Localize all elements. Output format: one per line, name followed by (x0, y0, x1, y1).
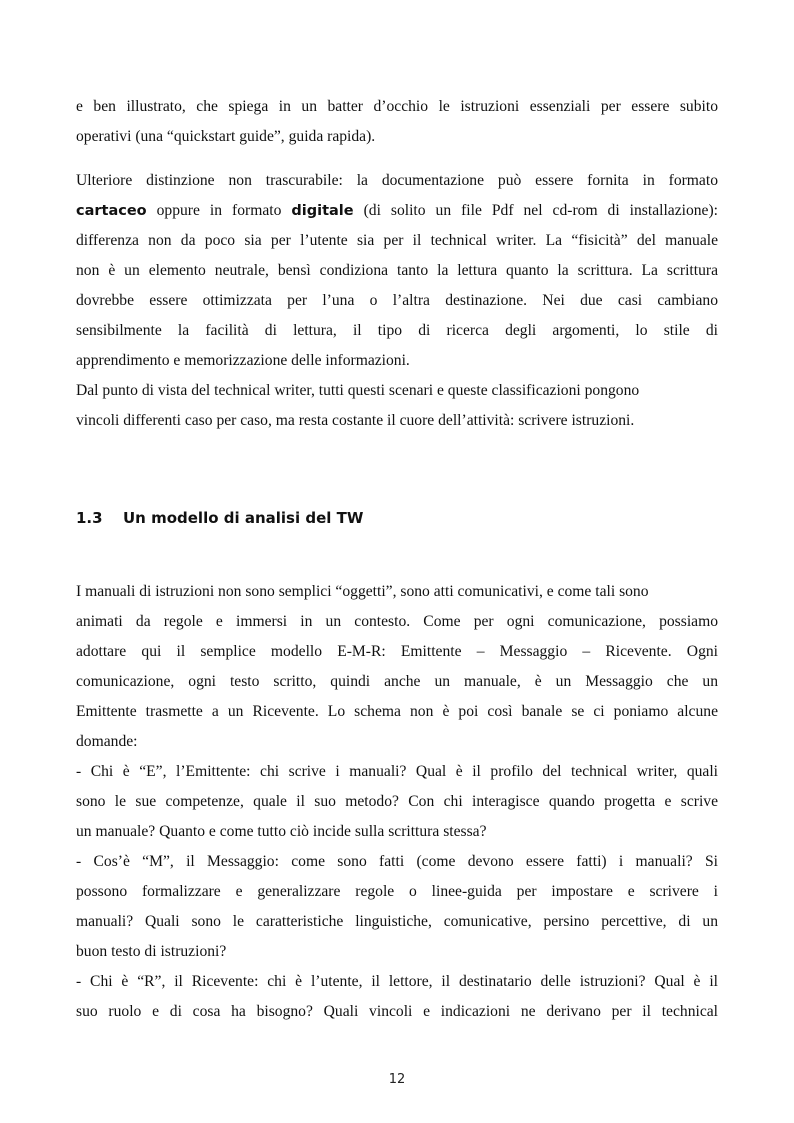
paragraph-documentation-format (76, 166, 718, 436)
text-line: e ben illustrato, che spiega in un batter d’occhio le istruzioni essenziali per essere subito (76, 98, 718, 115)
section-title: Un modello di analisi del TW (123, 509, 364, 527)
section-number: 1.3 (76, 509, 103, 527)
text-line: - Chi è “E”, l’Emittente: chi scrive i manuali? Qual è il profilo del technical writer, quali (76, 763, 718, 780)
text-line: suo ruolo e di cosa ha bisogno? Quali vincoli e indicazioni ne derivano per il technical (76, 1003, 718, 1020)
text-line-with-bold (76, 196, 718, 226)
text-line: sensibilmente la facilità di lettura, il tipo di ricerca degli argomenti, lo stile di (76, 322, 718, 339)
section-heading (76, 509, 363, 527)
text-line: Dal punto di vista del technical writer, tutti questi scenari e queste classificazioni pongono (76, 382, 640, 399)
text-line: non è un elemento neutrale, bensì condiziona tanto la lettura quanto la scrittura. La scrittura (76, 262, 718, 279)
paragraph-intro-continuation (76, 92, 718, 152)
bold-term-digitale: digitale (291, 203, 354, 219)
text-line: differenza non da poco sia per l’utente sia per il technical writer. La “fisicità” del manuale (76, 232, 718, 249)
text-line: adottare qui il semplice modello E-M-R: Emittente – Messaggio – Ricevente. Ogni (76, 643, 718, 660)
text-line: sono le sue competenze, quale il suo metodo? Con chi interagisce quando progetta e scrive (76, 793, 718, 810)
bold-term-cartaceo: cartaceo (76, 203, 147, 219)
text-line: Ulteriore distinzione non trascurabile: la documentazione può essere fornita in formato (76, 172, 718, 189)
text-line: manuali? Quali sono le caratteristiche linguistiche, comunicative, persino percettive, di un (76, 913, 718, 930)
text-line: vincoli differenti caso per caso, ma resta costante il cuore dell’attività: scrivere istruzioni. (76, 412, 635, 429)
text-line: dovrebbe essere ottimizzata per l’una o l’altra destinazione. Nei due casi cambiano (76, 292, 718, 309)
text-fragment: oppure in formato (146, 202, 292, 219)
text-line: animati da regole e immersi in un contesto. Come per ogni comunicazione, possiamo (76, 613, 718, 630)
text-line: possono formalizzare e generalizzare regole o linee-guida per impostare e scrivere i (76, 883, 718, 900)
text-line: un manuale? Quanto e come tutto ciò incide sulla scrittura stessa? (76, 823, 487, 840)
text-line: I manuali di istruzioni non sono semplici “oggetti”, sono atti comunicativi, e come tali sono (76, 583, 649, 600)
text-fragment: (di solito un file Pdf nel cd-rom di installazione): (353, 202, 718, 219)
text-line: buon testo di istruzioni? (76, 943, 227, 960)
text-line: operativi (una “quickstart guide”, guida rapida). (76, 128, 376, 145)
text-line: domande: (76, 733, 138, 750)
text-line: Emittente trasmette a un Ricevente. Lo schema non è poi così banale se ci poniamo alcune (76, 703, 718, 720)
text-line: comunicazione, ogni testo scritto, quindi anche un manuale, è un Messaggio che un (76, 673, 718, 690)
text-line: apprendimento e memorizzazione delle informazioni. (76, 352, 410, 369)
paragraph-emr-model (76, 577, 718, 1027)
page-number: 12 (388, 1072, 406, 1087)
text-line: - Chi è “R”, il Ricevente: chi è l’utente, il lettore, il destinatario delle istruzioni? Qual è il (76, 973, 718, 990)
text-line: - Cos’è “M”, il Messaggio: come sono fatti (come devono essere fatti) i manuali? Si (76, 853, 718, 870)
